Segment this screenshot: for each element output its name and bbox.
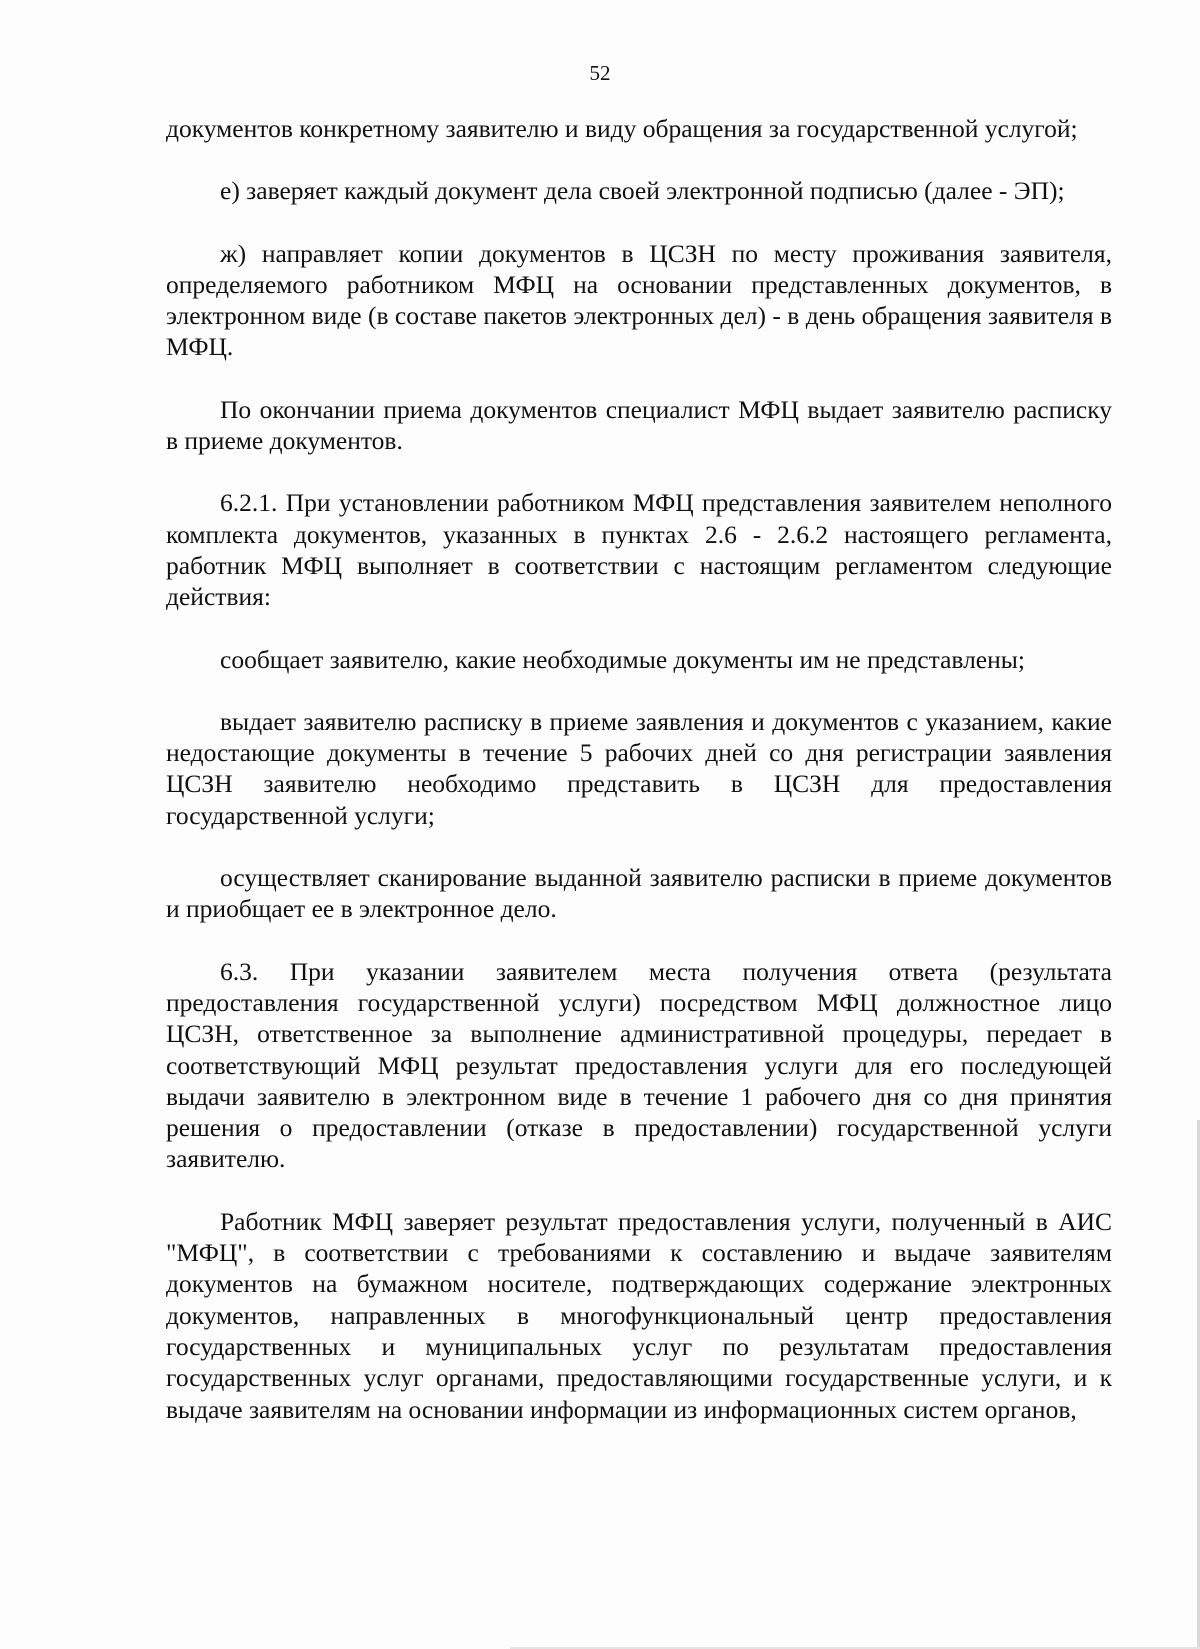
document-body	[166, 113, 1112, 1425]
page-number: 52	[589, 61, 611, 85]
paragraph-action-issue-receipt: выдает заявителю расписку в приеме заявления и документов с указанием, какие недостающие документы в течение 5 рабочих дней со дня регистрации заявления ЦСЗН заявителю необходимо представить в ЦСЗН для предоставления государственной услуги;	[166, 706, 1112, 830]
paragraph-6-3: 6.3. При указании заявителем места получения ответа (результата предоставления государственной услуги) посредством МФЦ должностное лицо ЦСЗН, ответственное за выполнение административной процедуры, передает в соответствующий МФЦ результат предоставления услуги для его последующей выдачи заявителю в электронном виде в течение 1 рабочего дня со дня принятия решения о предоставлении (отказе в предоставлении) государственной услуги заявителю.	[166, 956, 1112, 1174]
paragraph-item-zh: ж) направляет копии документов в ЦСЗН по месту проживания заявителя, определяемого работником МФЦ на основании представленных документов, в электронном виде (в составе пакетов электронных дел) - в день обращения заявителя в МФЦ.	[166, 238, 1112, 362]
paragraph-item-e: е) заверяет каждый документ дела своей электронной подписью (далее - ЭП);	[220, 176, 1065, 206]
paragraph-receipt: По окончании приема документов специалист МФЦ выдает заявителю расписку в приеме документов.	[166, 394, 1112, 456]
paragraph-continuation: документов конкретному заявителю и виду обращения за государственной услугой;	[166, 114, 1078, 143]
paragraph-6-2-1: 6.2.1. При установлении работником МФЦ представления заявителем неполного комплекта документов, указанных в пунктах 2.6 - 2.6.2 настоящего регламента, работник МФЦ выполняет в соответствии с настоящим регламентом следующие действия:	[166, 488, 1112, 612]
paragraph-action-scan: осуществляет сканирование выданной заявителю расписки в приеме документов и приобщает ее в электронное дело.	[166, 863, 1112, 924]
paragraph-certification: Работник МФЦ заверяет результат предоставления услуги, полученный в АИС "МФЦ", в соответствии с требованиями к составлению и выдаче заявителям документов на бумажном носителе, подтверждающих содержание электронных документов, направленных в многофункциональный центр предоставления государственных и муниципальных услуг по результатам предоставления государственных услуг органами, предоставляющими государственные услуги, и к выдаче заявителям на основании информации из информационных систем органов,	[166, 1206, 1112, 1424]
paragraph-action-inform: сообщает заявителю, какие необходимые документы им не представлены;	[220, 644, 1025, 674]
